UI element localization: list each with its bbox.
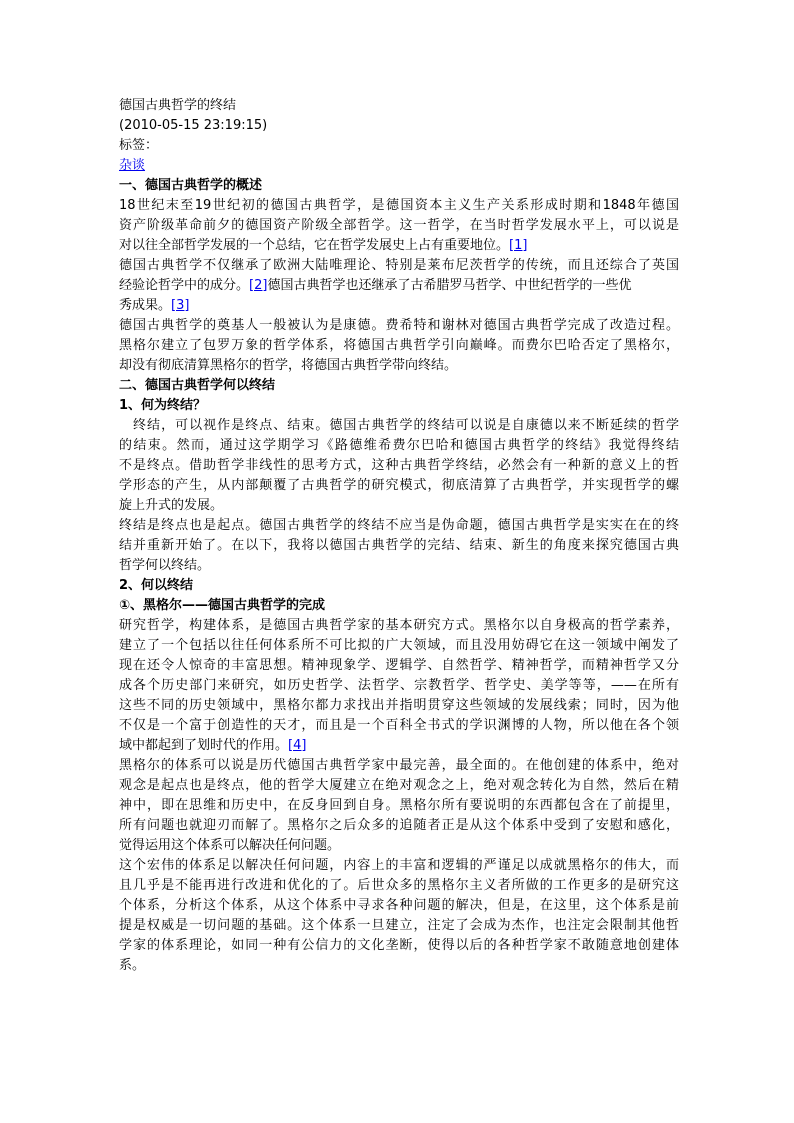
text-line: 秀成果。[3] (119, 298, 190, 313)
article (119, 96, 679, 976)
text-line: 经验论哲学中的成分。[2]德国古典哲学也还继承了古希腊罗马哲学、中世纪哲学的一些优 (119, 278, 632, 293)
text-line: 18世纪末至19世纪初的德国古典哲学，是德国资本主义生产关系形成时期和1848年德国 (119, 198, 679, 213)
subsection-heading: 2、何以终结 (119, 578, 194, 593)
tag-link[interactable]: 杂谈 (119, 158, 146, 173)
text-line: 建立了一个包括以往任何体系所不可比拟的广大领域，而且没用妨碍它在这一领域中阐发了 (119, 638, 679, 653)
subsection-heading: ①、黑格尔——德国古典哲学的完成 (119, 598, 326, 613)
text-line: 黑格尔建立了包罗万象的哲学体系，将德国古典哲学引向巅峰。而费尔巴哈否定了黑格尔， (119, 338, 679, 353)
text-line: 结并重新开始了。在以下，我将以德国古典哲学的完结、结束、新生的角度来探究德国古典 (119, 538, 679, 553)
text-line: 学形态的产生，从内部颠覆了古典哲学的研究模式，彻底清算了古典哲学，并实现哲学的螺 (119, 478, 679, 493)
text-line: 不是终点。借助哲学非线性的思考方式，这种古典哲学终结，必然会有一种新的意义上的哲 (119, 458, 679, 473)
paragraph (119, 856, 679, 976)
text-line: 觉得运用这个体系可以解决任何问题。 (119, 838, 341, 853)
paragraph (119, 196, 679, 256)
text-line: 且几乎是不能再进行改进和优化的了。后世众多的黑格尔主义者所做的工作更多的是研究这 (119, 878, 679, 893)
tags-label: 标签： (119, 138, 159, 153)
section-heading-2: 二、德国古典哲学何以终结 (119, 378, 276, 393)
publish-date: (2010-05-15 23:19:15) (119, 118, 268, 133)
paragraph (119, 616, 679, 756)
footnote-ref[interactable]: [3] (171, 298, 190, 313)
text-line: 终结，可以视作是终点、结束。德国古典哲学的终结可以说是自康德以来不断延续的哲学 (119, 418, 679, 433)
text-line: 提是权威是一切问题的基础。这个体系一旦建立，注定了会成为杰作，也注定会限制其他哲 (119, 918, 679, 933)
text-line: 神中，即在思维和历史中，在反身回到自身。黑格尔所有要说明的东西都包含在了前提里， (119, 798, 679, 813)
text-line: 资产阶级革命前夕的德国资产阶级全部哲学。这一哲学，在当时哲学发展水平上，可以说是 (119, 218, 679, 233)
paragraph (119, 756, 679, 856)
text-line: 旋上升式的发展。 (119, 498, 224, 513)
text-line: 成各个历史部门来研究，如历史哲学、法哲学、宗教哲学、哲学史、美学等等，——在所有 (119, 678, 679, 693)
text-line: 却没有彻底清算黑格尔的哲学，将德国古典哲学带向终结。 (119, 358, 458, 373)
text-line: 黑格尔的体系可以说是历代德国古典哲学家中最完善，最全面的。在他创建的体系中，绝对 (119, 758, 679, 773)
footnote-ref[interactable]: [1] (509, 238, 528, 253)
text-line: 这个宏伟的体系足以解决任何问题，内容上的丰富和逻辑的严谨足以成就黑格尔的伟大，而 (119, 858, 679, 873)
footnote-ref[interactable]: [4] (288, 738, 307, 753)
text-line: 这些不同的历史领域中，黑格尔都力求找出并指明贯穿这些领域的发展线索；同时，因为他 (119, 698, 679, 713)
text-line: 德国古典哲学的奠基人一般被认为是康德。费希特和谢林对德国古典哲学完成了改造过程。 (119, 318, 679, 333)
text-line: 对以往全部哲学发展的一个总结，它在哲学发展史上占有重要地位。[1] (119, 238, 528, 253)
text-line: 域中都起到了划时代的作用。[4] (119, 738, 307, 753)
footnote-ref[interactable]: [2] (249, 278, 268, 293)
section-heading-1: 一、德国古典哲学的概述 (119, 178, 263, 193)
paragraph (119, 516, 679, 576)
text-line: 个体系，分析这个体系，从这个体系中寻求各种问题的解决，但是，在这里，这个体系是前 (119, 898, 679, 913)
text-line: 学家的体系理论，如同一种有公信力的文化垄断，使得以后的各种哲学家不敢随意地创建体 (119, 938, 679, 953)
paragraph (119, 256, 679, 316)
subsection-heading: 1、何为终结？ (119, 398, 207, 413)
paragraph (119, 316, 679, 376)
text-line: 观念是起点也是终点，他的哲学大厦建立在绝对观念之上，绝对观念转化为自然，然后在精 (119, 778, 679, 793)
text-line: 德国古典哲学不仅继承了欧洲大陆唯理论、特别是莱布尼茨哲学的传统，而且还综合了英国 (119, 258, 679, 273)
text-line: 系。 (119, 958, 146, 973)
paragraph (119, 416, 679, 516)
text-line: 研究哲学，构建体系，是德国古典哲学家的基本研究方式。黑格尔以自身极高的哲学素养， (119, 618, 679, 633)
text-line: 现在还令人惊奇的丰富思想。精神现象学、逻辑学、自然哲学、精神哲学，而精神哲学又分 (119, 658, 679, 673)
text-line: 不仅是一个富于创造性的天才，而且是一个百科全书式的学识渊博的人物，所以他在各个领 (119, 718, 679, 733)
text-line: 终结是终点也是起点。德国古典哲学的终结不应当是伪命题，德国古典哲学是实实在在的终 (119, 518, 679, 533)
text-line: 的结束。然而，通过这学期学习《路德维希费尔巴哈和德国古典哲学的终结》我觉得终结 (119, 438, 679, 453)
article-title: 德国古典哲学的终结 (119, 98, 237, 113)
text-line: 哲学何以终结。 (119, 558, 211, 573)
text-line: 所有问题也就迎刃而解了。黑格尔之后众多的追随者正是从这个体系中受到了安慰和感化， (119, 818, 679, 833)
